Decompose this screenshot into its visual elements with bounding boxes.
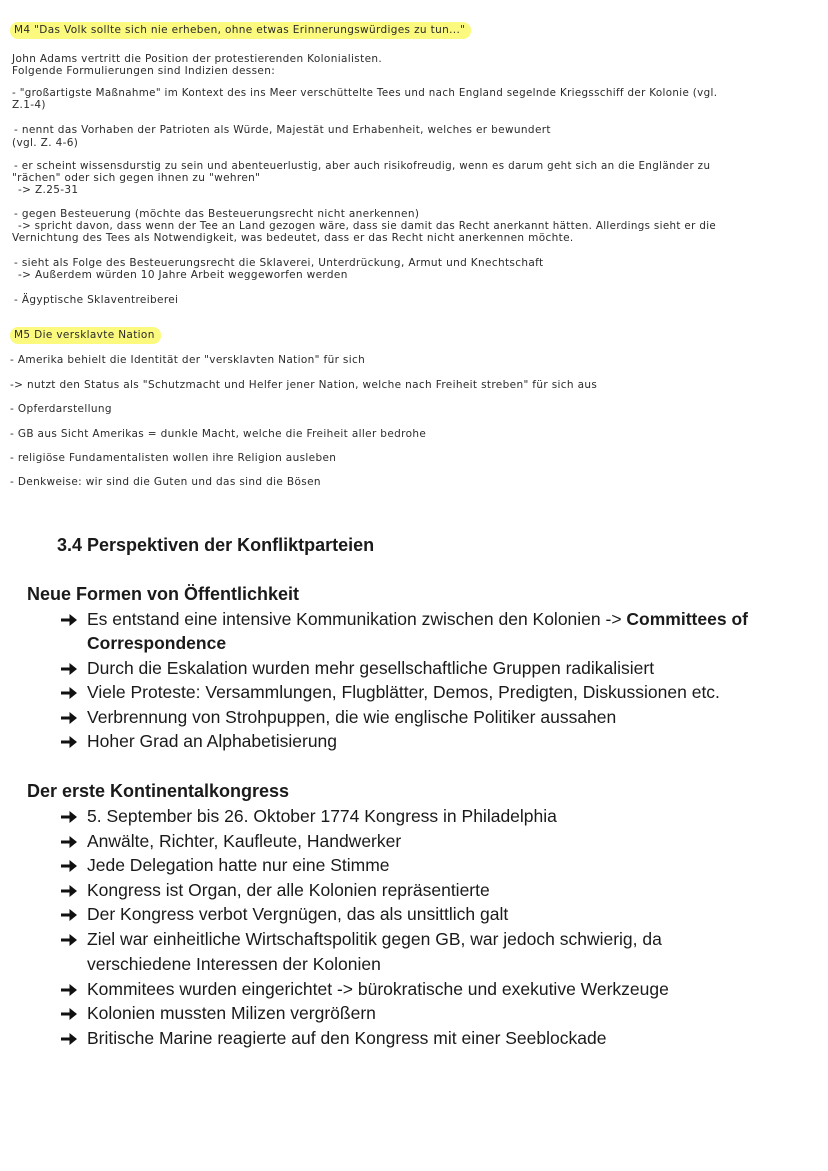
oeffentlichkeit-item: Verbrennung von Strohpuppen, die wie englische Politiker aussahen [87,707,617,727]
oeffentlichkeit-item-1 [87,609,748,630]
point-3-line-2: "rächen" oder sich gegen ihnen zu "wehren" [12,172,261,184]
point-2-line-1: - nennt das Vorhaben der Patrioten als Würde, Majestät und Erhabenheit, welches er bewundert [14,124,551,136]
oeffentlichkeit-item: Viele Proteste: Versammlungen, Flugblätter, Demos, Predigten, Diskussionen etc. [87,682,720,702]
kongress-item: 5. September bis 26. Oktober 1774 Kongress in Philadelphia [87,806,557,826]
point-1-line-2: Z.1-4) [12,99,46,111]
arrow-bullet-icon [60,1031,78,1047]
point-4-line-2: -> spricht davon, dass wenn der Tee an Land gezogen wäre, dass sie damit das Recht anerkannt hätten. Allerdings sieht er die [18,220,717,232]
arrow-bullet-icon [60,907,78,923]
arrow-bullet-icon [60,661,78,677]
point-6: - Ägyptische Sklaventreiberei [14,294,179,306]
committees-bold-text: Committees of [626,609,748,629]
correspondence-bold-text: Correspondence [87,633,227,653]
kongress-item: Jede Delegation hatte nur eine Stimme [87,855,390,875]
m4-heading [10,24,471,36]
kongress-item: Britische Marine reagierte auf den Kongress mit einer Seeblockade [87,1028,607,1048]
m5-heading [10,329,161,341]
arrow-bullet-icon [60,734,78,750]
point-3-line-3: -> Z.25-31 [18,184,79,196]
kongress-item: Kolonien mussten Milizen vergrößern [87,1003,376,1023]
arrow-bullet-icon [60,834,78,850]
oeffentlichkeit-item: Durch die Eskalation wurden mehr gesellschaftliche Gruppen radikalisiert [87,658,655,678]
kongress-item: Kongress ist Organ, der alle Kolonien repräsentierte [87,880,490,900]
point-4-line-3: Vernichtung des Tees als Notwendigkeit, was bedeutet, dass er das Recht nicht anerkennen möchte. [12,232,574,244]
point-3-line-1: - er scheint wissensdurstig zu sein und abenteuerlustig, aber auch risikofreudig, wenn es darum geht sich an die Engländer zu [14,160,711,172]
arrow-bullet-icon [60,685,78,701]
point-5-line-1: - sieht als Folge des Besteuerungsrecht die Sklaverei, Unterdrückung, Armut und Knechtschaft [14,257,544,269]
m5-item: - religiöse Fundamentalisten wollen ihre Religion ausleben [10,452,337,464]
point-1-line-1: - "großartigste Maßnahme" im Kontext des ins Meer verschüttelte Tees und nach England segelnde Kriegsschiff der Kolonie (vgl. [12,87,718,99]
kongress-item: Anwälte, Richter, Kaufleute, Handwerker [87,831,402,851]
oeffentlichkeit-heading: Neue Formen von Öffentlichkeit [27,584,300,604]
arrow-bullet-icon [60,883,78,899]
arrow-bullet-icon [60,932,78,948]
oeffentlichkeit-item-1-cont [87,633,226,654]
arrow-bullet-icon [60,1006,78,1022]
point-5-line-2: -> Außerdem würden 10 Jahre Arbeit weggeworfen werden [18,269,348,281]
kongress-item: Ziel war einheitliche Wirtschaftspolitik gegen GB, war jedoch schwierig, da [87,929,662,949]
kongress-item-cont: verschiedene Interessen der Kolonien [87,954,381,974]
arrow-bullet-icon [60,612,78,628]
m5-item: - Amerika behielt die Identität der "versklavten Nation" für sich [10,354,366,366]
kongress-heading: Der erste Kontinentalkongress [27,781,290,801]
point-4-line-1: - gegen Besteuerung (möchte das Besteuerungsrecht nicht anerkennen) [14,208,420,220]
arrow-bullet-icon [60,858,78,874]
intro-line-2: Folgende Formulierungen sind Indizien dessen: [12,65,276,77]
m5-item: - Opferdarstellung [10,403,112,415]
kongress-item: Der Kongress verbot Vergnügen, das als unsittlich galt [87,904,509,924]
arrow-bullet-icon [60,982,78,998]
m5-item: - Denkweise: wir sind die Guten und das sind die Bösen [10,476,321,488]
oeffentlichkeit-item: Hoher Grad an Alphabetisierung [87,731,338,751]
m5-item: -> nutzt den Status als "Schutzmacht und Helfer jener Nation, welche nach Freiheit streben" für sich aus [10,379,598,391]
kongress-item: Kommitees wurden eingerichtet -> bürokratische und exekutive Werkzeuge [87,979,669,999]
arrow-bullet-icon [60,710,78,726]
oeffentlichkeit-item-1-text: Es entstand eine intensive Kommunikation zwischen den Kolonien -> [87,609,627,629]
arrow-bullet-icon [60,809,78,825]
m5-heading-text: M5 Die versklavte Nation [10,327,161,344]
section-title: 3.4 Perspektiven der Konfliktparteien [57,535,375,555]
m4-heading-text: M4 "Das Volk sollte sich nie erheben, ohne etwas Erinnerungswürdiges zu tun..." [10,22,471,39]
intro-line-1: John Adams vertritt die Position der protestierenden Kolonialisten. [12,53,383,65]
m5-item: - GB aus Sicht Amerikas = dunkle Macht, welche die Freiheit aller bedrohe [10,428,427,440]
point-2-line-2: (vgl. Z. 4-6) [12,137,79,149]
